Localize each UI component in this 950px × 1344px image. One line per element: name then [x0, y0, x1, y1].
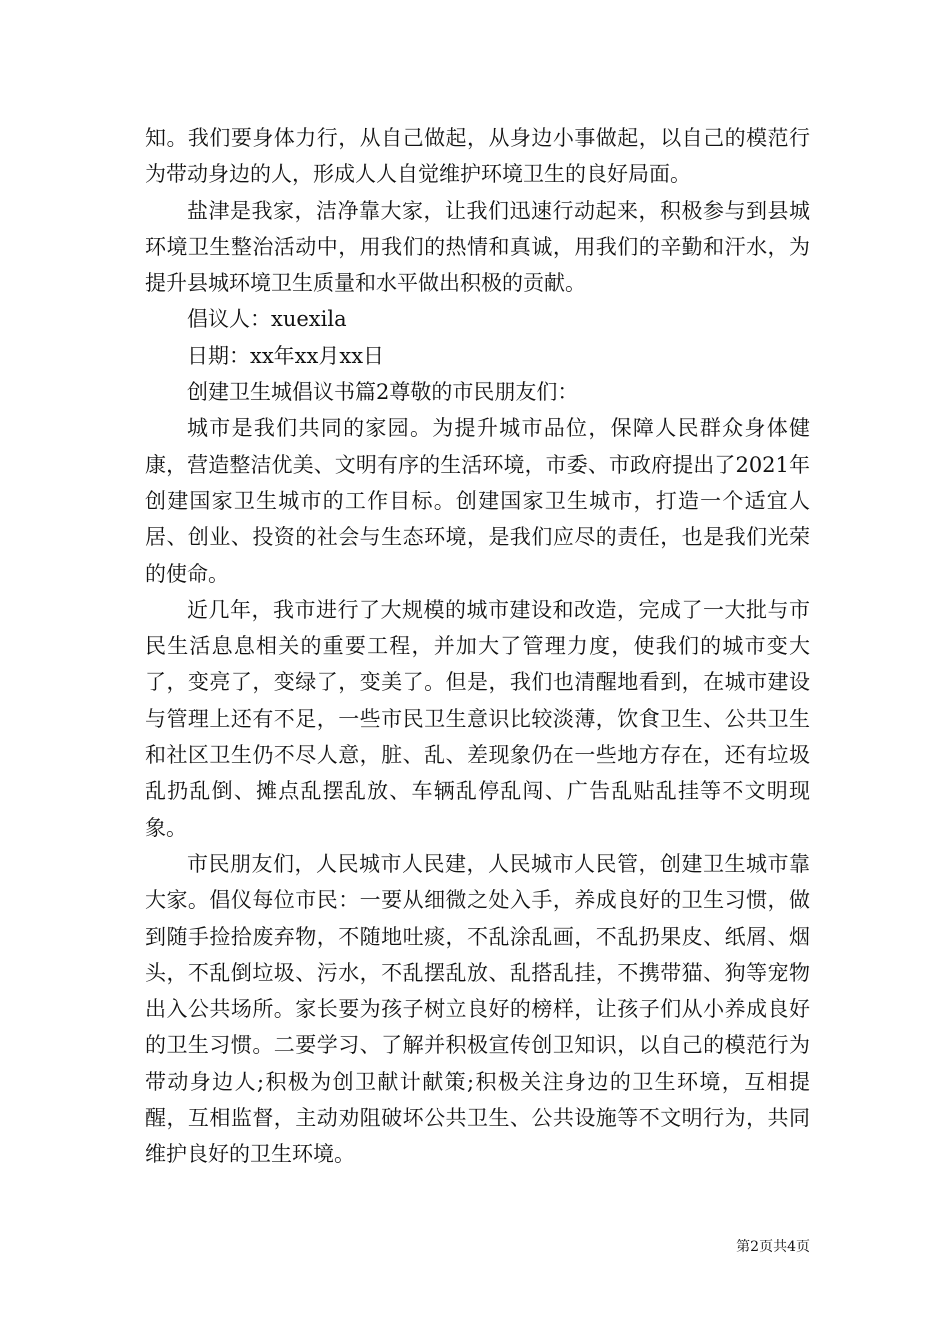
paragraph: 城市是我们共同的家园。为提升城市品位，保障人民群众身体健康，营造整洁优美、文明有序的生活环境，市委、市政府提出了2021年创建国家卫生城市的工作目标。创建国家卫生城市，打造一个适宜人居、创业、投资的社会与生态环境，是我们应尽的责任，也是我们光荣的使命。 [145, 416, 810, 586]
date-line: 日期：xx年xx月xx日 [187, 343, 385, 368]
page-number: 第2页共4页 [736, 1239, 810, 1255]
paragraph: 近几年，我市进行了大规模的城市建设和改造，完成了一大批与市民生活息息相关的重要工程，并加大了管理力度，使我们的城市变大了，变亮了，变绿了，变美了。但是，我们也清醒地看到，在城市建设与管理上还有不足，一些市民卫生意识比较淡薄，饮食卫生、公共卫生和社区卫生仍不尽人意，脏、乱、差现象仍在一些地方存在，还有垃圾乱扔乱倒、摊点乱摆乱放、车辆乱停乱闯、广告乱贴乱挂等不文明现象。 [145, 597, 810, 840]
paragraph: 盐津是我家，洁净靠大家，让我们迅速行动起来，积极参与到县城环境卫生整治活动中，用我们的热情和真诚，用我们的辛勤和汗水，为提升县城环境卫生质量和水平做出积极的贡献。 [145, 198, 810, 296]
paragraph-continuation: 知。我们要身体力行，从自己做起，从身边小事做起，以自己的模范行为带动身边的人，形成人人自觉维护环境卫生的良好局面。 [145, 126, 810, 187]
document-body [145, 120, 810, 1173]
paragraph: 市民朋友们，人民城市人民建，人民城市人民管，创建卫生城市靠大家。倡仪每位市民：一要从细微之处入手，养成良好的卫生习惯，做到随手捡拾废弃物，不随地吐痰，不乱涂乱画，不乱扔果皮、纸屑、烟头，不乱倒垃圾、污水，不乱摆乱放、乱搭乱挂，不携带猫、狗等宠物出入公共场所。家长要为孩子树立良好的榜样，让孩子们从小养成良好的卫生习惯。二要学习、了解并积极宣传创卫知识，以自己的模范行为带动身边人;积极为创卫献计献策;积极关注身边的卫生环境，互相提醒，互相监督，主动劝阻破坏公共卫生、公共设施等不文明行为，共同维护良好的卫生环境。 [145, 851, 810, 1167]
section-heading: 创建卫生城倡议书篇2尊敬的市民朋友们： [187, 380, 579, 405]
signatory-line: 倡议人：xuexila [187, 307, 347, 332]
